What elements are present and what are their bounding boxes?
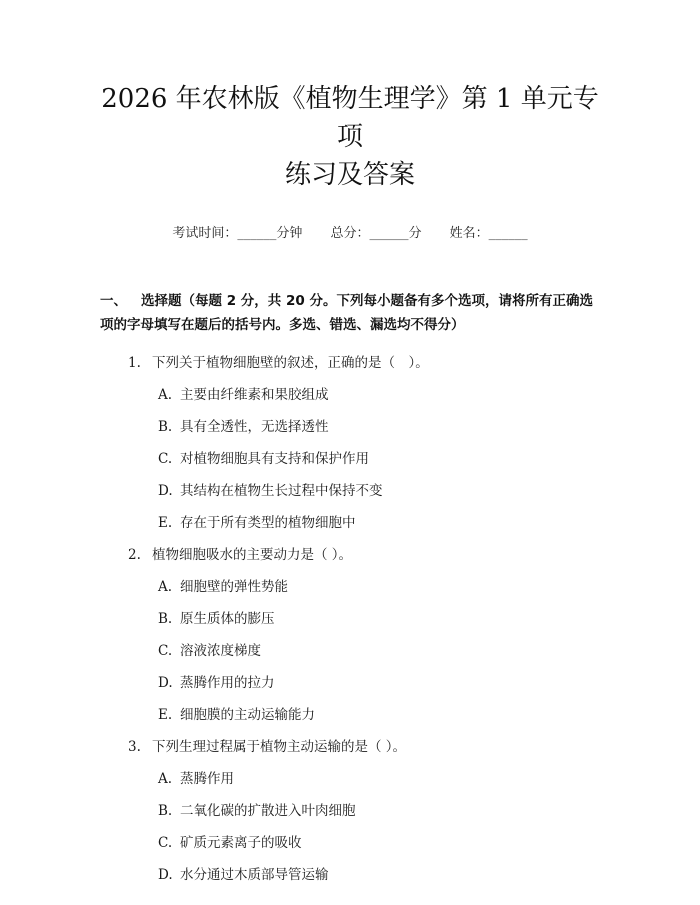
option-letter: A. bbox=[158, 387, 173, 403]
question-number: 3. bbox=[128, 739, 141, 755]
option-text: 蒸腾作用的拉力 bbox=[180, 675, 275, 691]
question-stem bbox=[128, 731, 600, 763]
section-number: 一、 bbox=[100, 293, 127, 309]
title-line-1: 2026 年农林版《植物生理学》第 1 单元专项 bbox=[101, 84, 599, 152]
question-list bbox=[100, 347, 600, 891]
section-heading bbox=[100, 289, 600, 337]
option-text: 水分通过木质部导管运输 bbox=[180, 867, 329, 883]
option-e bbox=[158, 699, 600, 731]
option-letter: C. bbox=[158, 451, 173, 467]
section-title: 选择题（每题 2 分，共 20 分。下列每小题备有多个选项，请将所有正确选项的字母填写在题后的括号内。多选、错选、漏选均不得分） bbox=[100, 293, 593, 333]
option-b bbox=[158, 603, 600, 635]
option-text: 其结构在植物生长过程中保持不变 bbox=[180, 483, 383, 499]
option-list bbox=[128, 763, 600, 891]
option-d bbox=[158, 667, 600, 699]
option-text: 具有全透性，无选择透性 bbox=[180, 419, 329, 435]
option-c bbox=[158, 635, 600, 667]
exam-score: 总分：______分 bbox=[330, 226, 422, 241]
option-e bbox=[158, 507, 600, 539]
option-letter: A. bbox=[158, 771, 173, 787]
question-text: 下列关于植物细胞壁的叙述，正确的是（ ）。 bbox=[152, 355, 429, 371]
exam-name: 姓名：______ bbox=[449, 226, 528, 241]
option-text: 二氧化碳的扩散进入叶肉细胞 bbox=[180, 803, 356, 819]
exam-meta bbox=[100, 222, 600, 241]
option-letter: D. bbox=[158, 867, 173, 883]
option-letter: E. bbox=[158, 515, 173, 531]
option-text: 细胞壁的弹性势能 bbox=[180, 579, 288, 595]
question-2 bbox=[100, 539, 600, 731]
option-list bbox=[128, 379, 600, 539]
option-a bbox=[158, 763, 600, 795]
option-text: 细胞膜的主动运输能力 bbox=[180, 707, 315, 723]
exam-time: 考试时间：______分钟 bbox=[172, 226, 303, 241]
option-b bbox=[158, 795, 600, 827]
option-text: 原生质体的膨压 bbox=[180, 611, 275, 627]
option-c bbox=[158, 443, 600, 475]
option-letter: B. bbox=[158, 803, 173, 819]
option-text: 主要由纤维素和果胶组成 bbox=[180, 387, 329, 403]
option-text: 存在于所有类型的植物细胞中 bbox=[180, 515, 356, 531]
option-d bbox=[158, 859, 600, 891]
option-letter: B. bbox=[158, 419, 173, 435]
question-text: 植物细胞吸水的主要动力是（ ）。 bbox=[152, 547, 353, 563]
option-list bbox=[128, 571, 600, 731]
option-text: 蒸腾作用 bbox=[180, 771, 234, 787]
option-letter: A. bbox=[158, 579, 173, 595]
option-c bbox=[158, 827, 600, 859]
option-letter: B. bbox=[158, 611, 173, 627]
option-letter: C. bbox=[158, 643, 173, 659]
option-letter: E. bbox=[158, 707, 173, 723]
document-title bbox=[100, 0, 600, 194]
option-letter: D. bbox=[158, 675, 173, 691]
option-a bbox=[158, 379, 600, 411]
option-text: 对植物细胞具有支持和保护作用 bbox=[180, 451, 369, 467]
title-line-2: 练习及答案 bbox=[284, 160, 415, 190]
question-text: 下列生理过程属于植物主动运输的是（ ）。 bbox=[152, 739, 407, 755]
option-a bbox=[158, 571, 600, 603]
question-3 bbox=[100, 731, 600, 891]
question-stem bbox=[128, 347, 600, 379]
option-letter: D. bbox=[158, 483, 173, 499]
question-stem bbox=[128, 539, 600, 571]
option-b bbox=[158, 411, 600, 443]
option-d bbox=[158, 475, 600, 507]
option-text: 溶液浓度梯度 bbox=[180, 643, 261, 659]
option-text: 矿质元素离子的吸收 bbox=[180, 835, 302, 851]
question-1 bbox=[100, 347, 600, 539]
option-letter: C. bbox=[158, 835, 173, 851]
question-number: 1. bbox=[128, 355, 141, 371]
question-number: 2. bbox=[128, 547, 141, 563]
